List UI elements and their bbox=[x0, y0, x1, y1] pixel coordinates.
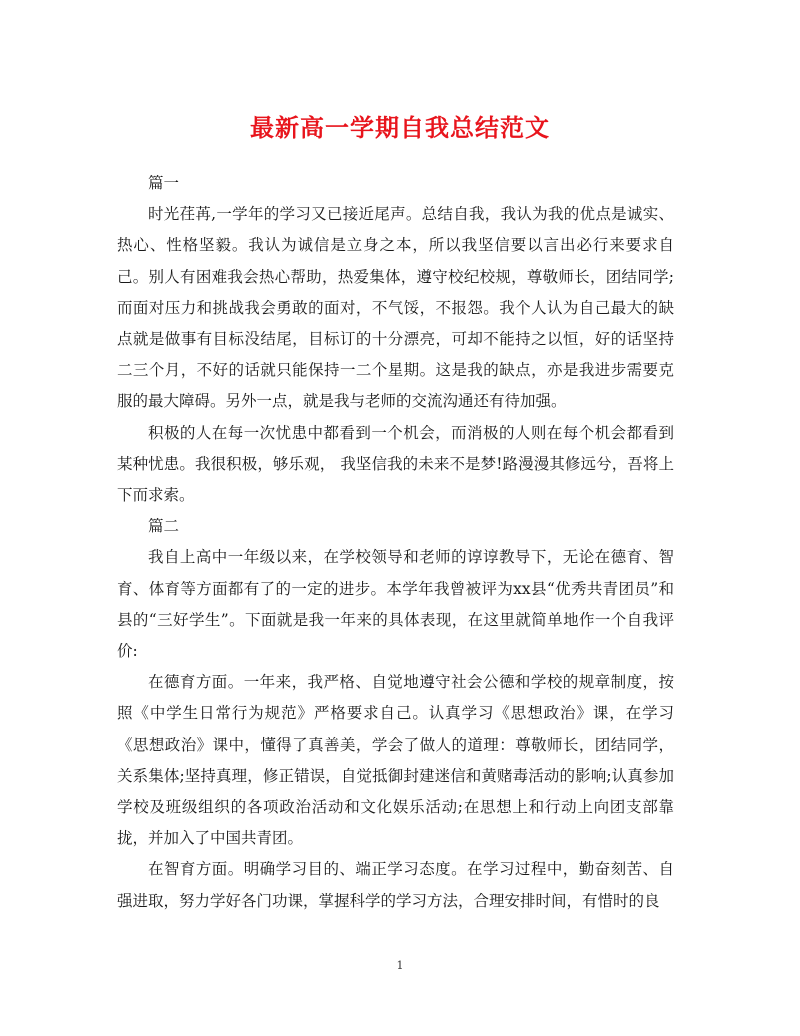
paragraph: 我自上高中一年级以来，在学校领导和老师的谆谆教导下，无论在德育、智育、体育等方面都有了的一定的进步。本学年我曾被评为xx县“优秀共青团员”和县的“三好学生”。下面就是我一年来的具体表现，在这里就简单地作一个自我评价: bbox=[117, 548, 674, 661]
paragraph: 时光荏苒,一学年的学习又已接近尾声。总结自我，我认为我的优点是诚实、热心、性格坚毅。我认为诚信是立身之本，所以我坚信要以言出必行来要求自己。别人有困难我会热心帮助，热爱集体，遵守校纪校规，尊敬师长，团结同学;而面对压力和挑战我会勇敢的面对，不气馁，不报怨。我个人认为自己最大的缺点就是做事有目标没结尾，目标订的十分漂亮，可却不能持之以恒，好的话坚持二三个月，不好的话就只能保持一二个星期。这是我的缺点，亦是我进步需要克服的最大障碍。另外一点，就是我与老师的交流沟通还有待加强。 bbox=[117, 205, 674, 411]
paragraph: 在智育方面。明确学习目的、端正学习态度。在学习过程中，勤奋刻苦、自强进取，努力学好各门功课，掌握科学的学习方法，合理安排时间，有惜时的良 bbox=[117, 860, 674, 910]
document-title: 最新高一学期自我总结范文 bbox=[250, 113, 550, 142]
section-heading: 篇一 bbox=[148, 174, 180, 192]
document-body bbox=[117, 168, 674, 917]
section-heading: 篇二 bbox=[148, 517, 180, 536]
page-number: 1 bbox=[396, 959, 404, 972]
paragraph: 在德育方面。一年来，我严格、自觉地遵守社会公德和学校的规章制度，按照《中学生日常行为规范》严格要求自己。认真学习《思想政治》课，在学习《思想政治》课中，懂得了真善美，学会了做人的道理：尊敬师长，团结同学，关系集体;坚持真理，修正错误，自觉抵御封建迷信和黄赌毒活动的影响;认真参加学校及班级组织的各项政治活动和文化娱乐活动;在思想上和行动上向团支部靠拢，并加入了中国共青团。 bbox=[117, 673, 674, 848]
paragraph: 积极的人在每一次忧患中都看到一个机会，而消极的人则在每个机会都看到某种忧患。我很积极，够乐观， 我坚信我的未来不是梦!路漫漫其修远兮，吾将上下而求索。 bbox=[117, 423, 674, 505]
